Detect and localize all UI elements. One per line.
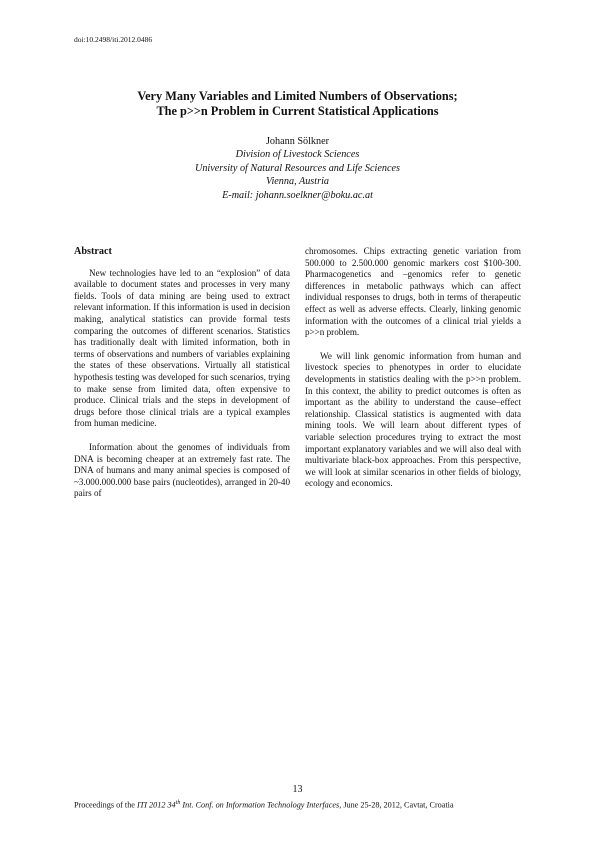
abstract-paragraph-2-cont: chromosomes. Chips extracting genetic variation from 500.000 to 2.500.000 genomic markers cost $100-300. Pharmacogenetics and –genomics refer to genetic differences in metabolic pathways which can affect individual responses to drugs, both in terms of therapeutic effect as well as adverse effects. Clearly, linking genomic information with the outcomes of a clinical trial yields a p>>n problem. <box>305 246 521 338</box>
right-column <box>305 246 521 490</box>
left-column <box>74 246 290 500</box>
footer-suffix: June 25-28, 2012, Cavtat, Croatia <box>341 800 454 810</box>
title-line-2: The p>>n Problem in Current Statistical Applications <box>156 104 439 118</box>
author-name: Johann Sölkner <box>265 136 330 147</box>
author-university: University of Natural Resources and Life Sciences <box>194 162 401 174</box>
abstract-paragraph-1: New technologies have led to an “explosion” of data available to document states and processes in very many fields. Tools of data mining are being used to extract relevant information. If this information is used in decision making, analytical statistics can provide formal tests comparing the outcomes of different scenarios. Statistics has traditionally dealt with limited information, both in terms of observations and numbers of variables explaining the states of these observations. Virtually all statistical hypothesis testing was developed for such scenarios, trying to make sense from limited data, often expensive to produce. Clinical trials and the steps in development of drugs before those clinical trials are a typical examples from human medicine. <box>74 267 290 429</box>
author-division: Division of Livestock Sciences <box>235 149 360 161</box>
footer-conf-sup: th <box>175 800 181 806</box>
footer-prefix: Proceedings of the <box>74 800 137 810</box>
abstract-heading: Abstract <box>74 246 112 257</box>
title-line-1: Very Many Variables and Limited Numbers of Observations; <box>137 89 458 103</box>
abstract-paragraph-3: We will link genomic information from human and livestock species to phenotypes in order to elucidate developments in statistics dealing with the p>>n problem. In this context, the ability to predict outcomes is often as important as the ability to understand the cause–effect relationship. Classical statistics is augmented with data mining tools. We will learn about different types of variable selection procedures trying to extract the most important explanatory variables and we will also deal with multivariate black-box approaches. From this perspective, we will look at similar scenarios in other fields of biology, ecology and economics. <box>305 350 521 489</box>
proceedings-footer <box>74 800 521 810</box>
paper-title <box>74 89 521 119</box>
author-location: Vienna, Austria <box>265 176 329 188</box>
author-block <box>74 135 521 202</box>
abstract-paragraph-2-start: Information about the genomes of individuals from DNA is becoming cheaper at an extremely fast rate. The DNA of humans and many animal species is composed of ~3.000.000.000 base pairs (nucleotides), arranged in 20-40 pairs of <box>74 441 290 499</box>
footer-conf-b: Int. Conf. on Information Technology Interfaces, <box>180 800 342 810</box>
author-email: E-mail: johann.soelkner@boku.ac.at <box>222 189 373 201</box>
doi-line: doi:10.2498/iti.2012.0486 <box>74 35 153 44</box>
footer-conf-a: ITI 2012 34 <box>136 800 176 810</box>
page-number: 13 <box>292 784 303 795</box>
